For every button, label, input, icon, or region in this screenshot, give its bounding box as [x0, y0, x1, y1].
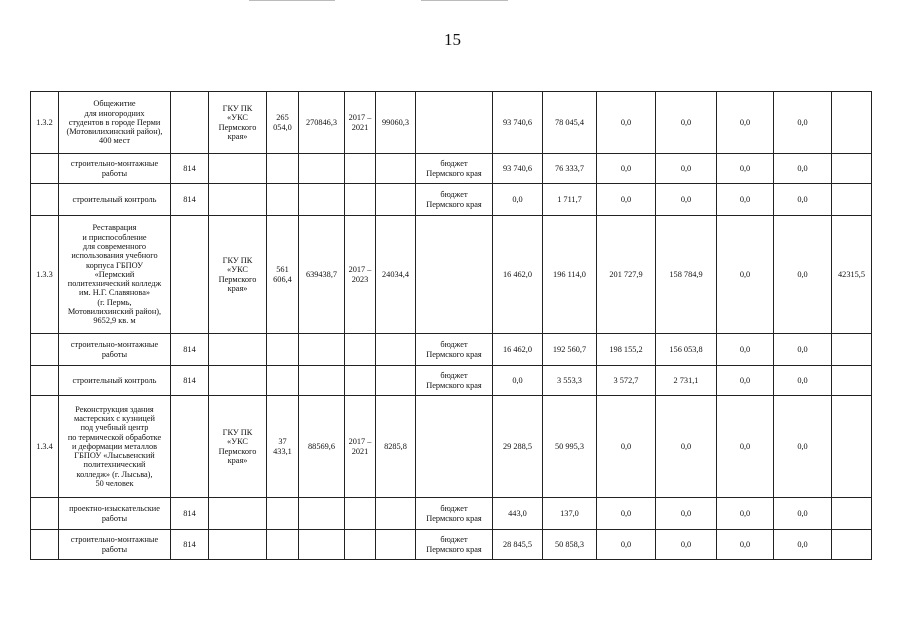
value-cell: 0,0 [493, 184, 543, 216]
value-cell: 0,0 [717, 154, 774, 184]
value-cell: 0,0 [774, 216, 832, 334]
object-name: строительно-монтажные работы [59, 530, 171, 560]
value-cell: 50 858,3 [543, 530, 597, 560]
table-row [31, 216, 872, 334]
code-cell [171, 92, 209, 154]
value-cell: 28 845,5 [493, 530, 543, 560]
value-cell: 2 731,1 [656, 366, 717, 396]
source-cell: бюджет Пермского края [416, 154, 493, 184]
customer-cell: ГКУ ПК «УКС Пермского края» [209, 92, 267, 154]
value-cell: 0,0 [597, 396, 656, 498]
value-cell: 201 727,9 [597, 216, 656, 334]
cost-cell: 270846,3 [299, 92, 345, 154]
item-number [31, 530, 59, 560]
value-cell: 50 995,3 [543, 396, 597, 498]
value-cell: 0,0 [656, 184, 717, 216]
code-cell [171, 216, 209, 334]
code-cell: 814 [171, 334, 209, 366]
item-number: 1.3.3 [31, 216, 59, 334]
value-cell: 0,0 [774, 530, 832, 560]
value-cell: 0,0 [656, 498, 717, 530]
page-number: 15 [444, 30, 461, 49]
value-cell: 29 288,5 [493, 396, 543, 498]
value-cell: 0,0 [597, 184, 656, 216]
item-number [31, 334, 59, 366]
budget-table [30, 91, 872, 560]
cost-cell: 639438,7 [299, 216, 345, 334]
value-cell [832, 334, 872, 366]
code-cell: 814 [171, 366, 209, 396]
customer-cell [209, 154, 267, 184]
item-number [31, 498, 59, 530]
object-name: строительный контроль [59, 366, 171, 396]
customer-cell: ГКУ ПК «УКС Пермского края» [209, 216, 267, 334]
table-row [31, 498, 872, 530]
value-cell: 0,0 [717, 366, 774, 396]
value-cell: 443,0 [493, 498, 543, 530]
period-cell [345, 334, 376, 366]
value-cell [832, 530, 872, 560]
object-name: строительный контроль [59, 184, 171, 216]
value-cell: 0,0 [717, 396, 774, 498]
value-cell: 156 053,8 [656, 334, 717, 366]
customer-cell [209, 334, 267, 366]
value-cell [832, 498, 872, 530]
code-cell: 814 [171, 184, 209, 216]
value-cell [376, 154, 416, 184]
value-cell: 0,0 [717, 334, 774, 366]
value-cell [832, 92, 872, 154]
source-cell [416, 92, 493, 154]
source-cell: бюджет Пермского края [416, 498, 493, 530]
period-cell [345, 154, 376, 184]
value-cell: 158 784,9 [656, 216, 717, 334]
top-rule-left [249, 0, 335, 1]
value-cell: 93 740,6 [493, 92, 543, 154]
cost-cell [299, 498, 345, 530]
capacity-cell [267, 184, 299, 216]
value-cell: 0,0 [774, 334, 832, 366]
value-cell: 16 462,0 [493, 334, 543, 366]
source-cell: бюджет Пермского края [416, 334, 493, 366]
table-row [31, 396, 872, 498]
code-cell [171, 396, 209, 498]
value-cell: 16 462,0 [493, 216, 543, 334]
object-name: проектно-изыскательские работы [59, 498, 171, 530]
table-row [31, 184, 872, 216]
customer-cell [209, 498, 267, 530]
value-cell [376, 530, 416, 560]
value-cell: 137,0 [543, 498, 597, 530]
capacity-cell [267, 334, 299, 366]
object-name: Общежитие для иногородних студентов в городе Перми (Мотовилихинский район), 400 мест [59, 92, 171, 154]
source-cell: бюджет Пермского края [416, 366, 493, 396]
table-row [31, 530, 872, 560]
value-cell: 0,0 [597, 530, 656, 560]
value-cell: 192 560,7 [543, 334, 597, 366]
value-cell: 78 045,4 [543, 92, 597, 154]
value-cell: 0,0 [597, 154, 656, 184]
cost-cell [299, 154, 345, 184]
source-cell [416, 396, 493, 498]
value-cell: 0,0 [656, 92, 717, 154]
table-row [31, 334, 872, 366]
item-number [31, 154, 59, 184]
value-cell: 0,0 [774, 184, 832, 216]
value-cell [832, 154, 872, 184]
value-cell: 0,0 [597, 498, 656, 530]
period-cell: 2017 – 2021 [345, 396, 376, 498]
value-cell: 93 740,6 [493, 154, 543, 184]
period-cell [345, 530, 376, 560]
value-cell [376, 184, 416, 216]
value-cell: 0,0 [656, 154, 717, 184]
item-number [31, 366, 59, 396]
cost-cell [299, 334, 345, 366]
object-name: Реконструкция здания мастерских с кузницей под учебный центр по термической обработке и деформации металлов ГБПОУ «Лысьвенский политехнический колледж» (г. Лысьва), 50 человек [59, 396, 171, 498]
cost-cell: 88569,6 [299, 396, 345, 498]
period-cell [345, 498, 376, 530]
capacity-cell [267, 366, 299, 396]
value-cell: 0,0 [774, 366, 832, 396]
customer-cell [209, 366, 267, 396]
code-cell: 814 [171, 498, 209, 530]
value-cell: 1 711,7 [543, 184, 597, 216]
value-cell [376, 334, 416, 366]
capacity-cell: 265 054,0 [267, 92, 299, 154]
value-cell: 0,0 [717, 184, 774, 216]
value-cell: 3 553,3 [543, 366, 597, 396]
value-cell: 0,0 [597, 92, 656, 154]
code-cell: 814 [171, 530, 209, 560]
value-cell: 0,0 [656, 396, 717, 498]
value-cell [832, 184, 872, 216]
value-cell: 0,0 [493, 366, 543, 396]
value-cell: 198 155,2 [597, 334, 656, 366]
value-cell: 24034,4 [376, 216, 416, 334]
period-cell [345, 184, 376, 216]
item-number [31, 184, 59, 216]
capacity-cell [267, 530, 299, 560]
top-rule-right [421, 0, 508, 1]
value-cell: 0,0 [717, 216, 774, 334]
value-cell: 0,0 [774, 396, 832, 498]
item-number: 1.3.2 [31, 92, 59, 154]
period-cell: 2017 – 2021 [345, 92, 376, 154]
value-cell: 8285,8 [376, 396, 416, 498]
capacity-cell [267, 154, 299, 184]
value-cell: 196 114,0 [543, 216, 597, 334]
object-name: Реставрация и приспособление для современного использования учебного корпуса ГБПОУ «Пермский политехнический колледж им. Н.Г. Славянова» (г. Пермь, Мотовилихинский район), 9652,9 кв. м [59, 216, 171, 334]
value-cell: 0,0 [774, 154, 832, 184]
object-name: строительно-монтажные работы [59, 334, 171, 366]
capacity-cell: 37 433,1 [267, 396, 299, 498]
code-cell: 814 [171, 154, 209, 184]
source-cell: бюджет Пермского края [416, 530, 493, 560]
capacity-cell: 561 606,4 [267, 216, 299, 334]
table-row [31, 366, 872, 396]
value-cell: 0,0 [656, 530, 717, 560]
period-cell [345, 366, 376, 396]
table-row [31, 154, 872, 184]
value-cell [832, 366, 872, 396]
value-cell [376, 498, 416, 530]
value-cell: 0,0 [717, 92, 774, 154]
item-number: 1.3.4 [31, 396, 59, 498]
value-cell: 0,0 [717, 498, 774, 530]
cost-cell [299, 366, 345, 396]
value-cell [832, 396, 872, 498]
value-cell: 42315,5 [832, 216, 872, 334]
value-cell: 3 572,7 [597, 366, 656, 396]
value-cell: 76 333,7 [543, 154, 597, 184]
value-cell: 0,0 [774, 92, 832, 154]
source-cell [416, 216, 493, 334]
table-row [31, 92, 872, 154]
cost-cell [299, 184, 345, 216]
cost-cell [299, 530, 345, 560]
value-cell: 0,0 [717, 530, 774, 560]
customer-cell: ГКУ ПК «УКС Пермского края» [209, 396, 267, 498]
value-cell [376, 366, 416, 396]
capacity-cell [267, 498, 299, 530]
object-name: строительно-монтажные работы [59, 154, 171, 184]
customer-cell [209, 530, 267, 560]
customer-cell [209, 184, 267, 216]
value-cell: 0,0 [774, 498, 832, 530]
period-cell: 2017 – 2023 [345, 216, 376, 334]
value-cell: 99060,3 [376, 92, 416, 154]
source-cell: бюджет Пермского края [416, 184, 493, 216]
